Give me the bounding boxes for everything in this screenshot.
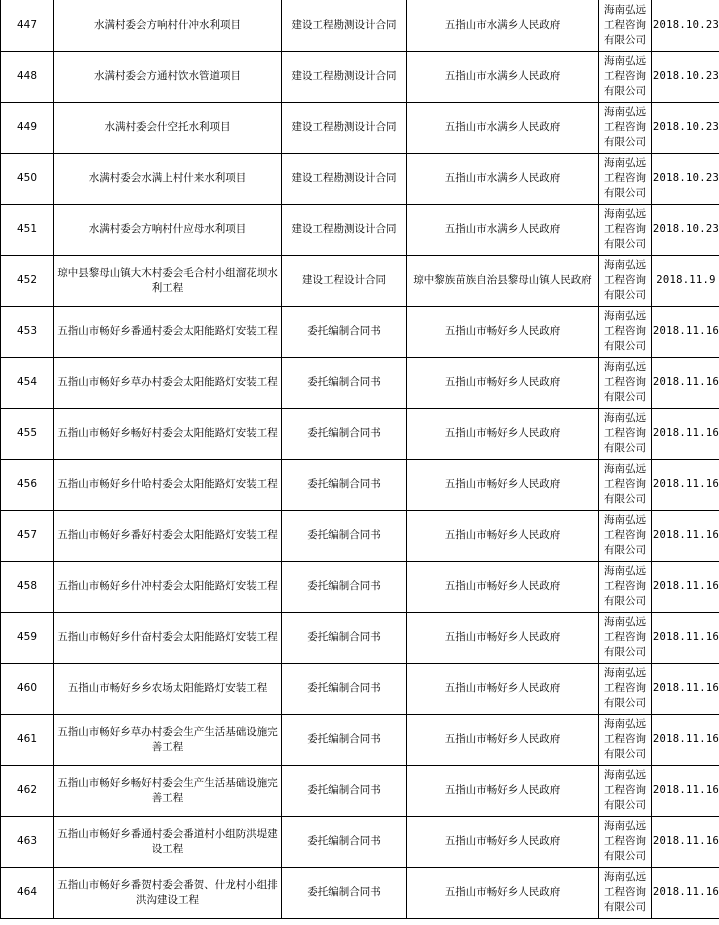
contractor-firm-cell [599,255,652,306]
contract-type: 委托编制合同书 [307,325,381,337]
project-name: 水满村委会方响村什冲水利项目 [94,18,241,31]
table-row [1,612,719,663]
table-row [1,408,719,459]
client-party: 五指山市水满乡人民政府 [444,172,561,184]
contractor-firm-cell [599,408,652,459]
project-name-cell [54,357,282,408]
contract-date: 2018.11.16 [652,682,719,694]
row-number-cell [1,765,54,816]
row-number-cell [1,255,54,306]
row-number-cell [1,561,54,612]
client-party-cell [407,867,599,918]
contractor-firm: 海南弘远工程咨询有限公司 [604,871,646,913]
project-name-cell [54,765,282,816]
client-party-cell [407,765,599,816]
contractor-firm: 海南弘远工程咨询有限公司 [604,565,646,607]
contract-date-cell [652,153,719,204]
row-number-cell [1,612,54,663]
contractor-firm-cell [599,459,652,510]
contract-date-cell [652,816,719,867]
project-name-cell [54,816,282,867]
table-row [1,357,719,408]
client-party-cell [407,204,599,255]
client-party: 五指山市畅好乡人民政府 [444,835,561,847]
contract-table-body [1,0,719,918]
project-name-cell [54,561,282,612]
contractor-firm-cell [599,867,652,918]
contractor-firm-cell [599,816,652,867]
client-party: 五指山市水满乡人民政府 [444,223,561,235]
client-party: 五指山市畅好乡人民政府 [444,580,561,592]
project-name: 五指山市畅好乡番贺村委会番贺、什龙村小组排洪沟建设工程 [57,878,278,906]
row-number: 457 [16,529,38,541]
table-row [1,51,719,102]
contractor-firm-cell [599,102,652,153]
table-row [1,816,719,867]
contract-date-cell [652,612,719,663]
contract-type-cell [282,510,407,561]
client-party-cell [407,510,599,561]
row-number-cell [1,0,54,51]
row-number-cell [1,510,54,561]
client-party-cell [407,51,599,102]
contractor-firm-cell [599,204,652,255]
contract-type-cell [282,306,407,357]
contract-type: 委托编制合同书 [307,631,381,643]
table-row [1,459,719,510]
row-number-cell [1,867,54,918]
contractor-firm-cell [599,510,652,561]
contractor-firm: 海南弘远工程咨询有限公司 [604,55,646,97]
contract-type-cell [282,357,407,408]
client-party: 五指山市畅好乡人民政府 [444,427,561,439]
row-number-cell [1,153,54,204]
row-number: 448 [16,70,38,82]
client-party-cell [407,357,599,408]
project-name-cell [54,408,282,459]
client-party: 五指山市畅好乡人民政府 [444,784,561,796]
contract-date: 2018.11.16 [652,784,719,796]
contract-type-cell [282,408,407,459]
contract-type: 委托编制合同书 [307,733,381,745]
project-name: 水满村委会方响村什应母水利项目 [88,223,247,235]
contract-date: 2018.11.16 [652,631,719,643]
contractor-firm-cell [599,561,652,612]
contract-type: 委托编制合同书 [307,784,381,796]
row-number-cell [1,408,54,459]
client-party-cell [407,459,599,510]
row-number-cell [1,714,54,765]
client-party: 五指山市水满乡人民政府 [444,70,561,82]
client-party-cell [407,561,599,612]
client-party: 五指山市畅好乡人民政府 [444,682,561,694]
contractor-firm: 海南弘远工程咨询有限公司 [604,616,646,658]
project-name: 水满村委会什空托水利项目 [104,121,231,133]
contract-date-cell [652,0,719,51]
contractor-firm: 海南弘远工程咨询有限公司 [604,463,646,505]
row-number-cell [1,459,54,510]
contractor-firm: 海南弘远工程咨询有限公司 [604,820,646,862]
row-number-cell [1,306,54,357]
contract-date-cell [652,459,719,510]
row-number: 455 [16,427,38,439]
client-party: 五指山市畅好乡人民政府 [444,733,561,745]
row-number: 460 [16,682,38,694]
contract-type: 委托编制合同书 [307,886,381,898]
client-party-cell [407,663,599,714]
project-name-cell [54,306,282,357]
contractor-firm: 海南弘远工程咨询有限公司 [604,208,646,250]
project-name-cell [54,153,282,204]
contract-type-cell [282,714,407,765]
contract-type-cell [282,867,407,918]
project-name: 五指山市畅好乡番通村委会太阳能路灯安装工程 [57,325,278,337]
contractor-firm-cell [599,153,652,204]
contract-date: 2018.11.16 [652,478,719,490]
row-number-cell [1,663,54,714]
client-party: 五指山市畅好乡人民政府 [444,325,561,337]
row-number: 451 [16,223,38,235]
contractor-firm: 海南弘远工程咨询有限公司 [604,361,646,403]
contract-date: 2018.11.9 [656,274,716,286]
contractor-firm-cell [599,663,652,714]
project-name: 五指山市畅好乡什冲村委会太阳能路灯安装工程 [57,580,278,592]
row-number: 454 [16,376,38,388]
row-number: 464 [16,886,38,898]
project-name: 五指山市畅好乡什哈村委会太阳能路灯安装工程 [57,478,278,490]
project-name-cell [54,867,282,918]
contract-type: 建设工程勘测设计合同 [291,172,397,184]
contractor-firm-cell [599,51,652,102]
client-party-cell [407,612,599,663]
contract-date-cell [652,204,719,255]
contractor-firm: 海南弘远工程咨询有限公司 [604,412,646,454]
contract-type-cell [282,0,407,51]
contract-type: 建设工程设计合同 [302,274,386,286]
project-name: 五指山市畅好乡草办村委会生产生活基础设施完善工程 [57,725,278,753]
contract-type: 委托编制合同书 [307,835,381,847]
contract-type: 委托编制合同书 [307,427,381,439]
contract-date: 2018.10.23 [652,70,719,82]
row-number-cell [1,51,54,102]
project-name-cell [54,612,282,663]
row-number: 453 [16,325,38,337]
contract-type: 委托编制合同书 [307,682,381,694]
contractor-firm-cell [599,765,652,816]
table-row [1,255,719,306]
contract-type-cell [282,663,407,714]
table-row [1,663,719,714]
contract-date-cell [652,306,719,357]
client-party-cell [407,153,599,204]
project-name: 五指山市畅好乡番通村委会番道村小组防洪堤建设工程 [57,827,278,855]
project-name: 琼中县黎母山镇大木村委会毛合村小组溜花坝水利工程 [57,266,278,294]
contract-type: 建设工程勘测设计合同 [291,223,397,235]
project-name: 五指山市畅好乡畅好村委会太阳能路灯安装工程 [57,427,278,439]
project-name: 水满村委会水满上村什来水利项目 [88,172,247,184]
table-row [1,306,719,357]
contract-date: 2018.11.16 [652,886,719,898]
contractor-firm: 海南弘远工程咨询有限公司 [604,106,646,148]
project-name-cell [54,714,282,765]
row-number: 456 [16,478,38,490]
project-name-cell [54,204,282,255]
client-party: 五指山市水满乡人民政府 [444,121,561,133]
contract-type-cell [282,204,407,255]
contract-type-cell [282,102,407,153]
project-name-cell [54,102,282,153]
table-row [1,0,719,51]
contract-date: 2018.10.23 [652,121,719,133]
table-row [1,765,719,816]
client-party: 五指山市水满乡人民政府 [444,18,561,31]
contractor-firm: 海南弘远工程咨询有限公司 [604,667,646,709]
contractor-firm: 海南弘远工程咨询有限公司 [604,769,646,811]
contractor-firm-cell [599,0,652,51]
client-party: 五指山市畅好乡人民政府 [444,478,561,490]
project-name-cell [54,663,282,714]
project-name: 水满村委会方通村饮水管道项目 [94,70,241,82]
contract-date-cell [652,714,719,765]
contract-date-cell [652,561,719,612]
row-number-cell [1,357,54,408]
contractor-firm-cell [599,357,652,408]
contract-type: 委托编制合同书 [307,529,381,541]
table-row [1,102,719,153]
table-row [1,153,719,204]
contract-date: 2018.11.16 [652,835,719,847]
project-name-cell [54,51,282,102]
contract-date: 2018.10.23 [652,172,719,184]
table-row [1,510,719,561]
contract-date-cell [652,357,719,408]
project-name-cell [54,510,282,561]
row-number: 447 [16,18,38,31]
contract-type-cell [282,459,407,510]
project-name-cell [54,255,282,306]
project-name: 五指山市畅好乡畅好村委会生产生活基础设施完善工程 [57,776,278,804]
client-party-cell [407,408,599,459]
contractor-firm: 海南弘远工程咨询有限公司 [604,3,646,46]
client-party: 五指山市畅好乡人民政府 [444,529,561,541]
contract-date: 2018.11.16 [652,580,719,592]
row-number: 458 [16,580,38,592]
contractor-firm: 海南弘远工程咨询有限公司 [604,157,646,199]
contract-date-cell [652,102,719,153]
project-name-cell [54,0,282,51]
contract-date-cell [652,408,719,459]
contract-type: 建设工程勘测设计合同 [291,18,397,31]
contract-date: 2018.11.16 [652,529,719,541]
project-name: 五指山市畅好乡乡农场太阳能路灯安装工程 [67,682,268,694]
client-party: 五指山市畅好乡人民政府 [444,376,561,388]
contract-date: 2018.11.16 [652,376,719,388]
contract-type: 委托编制合同书 [307,478,381,490]
contract-date-cell [652,663,719,714]
row-number: 449 [16,121,38,133]
project-name: 五指山市畅好乡番好村委会太阳能路灯安装工程 [57,529,278,541]
client-party-cell [407,102,599,153]
row-number-cell [1,816,54,867]
client-party-cell [407,816,599,867]
contract-type: 建设工程勘测设计合同 [291,70,397,82]
row-number: 450 [16,172,38,184]
row-number: 459 [16,631,38,643]
contractor-firm: 海南弘远工程咨询有限公司 [604,310,646,352]
contractor-firm-cell [599,612,652,663]
contract-type: 委托编制合同书 [307,580,381,592]
row-number: 461 [16,733,38,745]
client-party-cell [407,714,599,765]
contract-type: 委托编制合同书 [307,376,381,388]
table-row [1,204,719,255]
client-party-cell [407,0,599,51]
contract-type-cell [282,255,407,306]
contract-date-cell [652,255,719,306]
row-number: 463 [16,835,38,847]
client-party-cell [407,306,599,357]
client-party: 琼中黎族苗族自治县黎母山镇人民政府 [413,274,592,286]
contract-date: 2018.11.16 [652,733,719,745]
contractor-firm-cell [599,714,652,765]
contract-date: 2018.11.16 [652,427,719,439]
contract-type-cell [282,816,407,867]
contract-date: 2018.10.23 [652,18,719,31]
row-number: 462 [16,784,38,796]
contract-date-cell [652,765,719,816]
client-party: 五指山市畅好乡人民政府 [444,631,561,643]
project-name: 五指山市畅好乡什奋村委会太阳能路灯安装工程 [57,631,278,643]
project-name-cell [54,459,282,510]
contract-type-cell [282,612,407,663]
client-party-cell [407,255,599,306]
table-row [1,714,719,765]
contract-date: 2018.10.23 [652,223,719,235]
contract-type-cell [282,51,407,102]
contractor-firm-cell [599,306,652,357]
project-name: 五指山市畅好乡草办村委会太阳能路灯安装工程 [57,376,278,388]
table-row [1,561,719,612]
contractor-firm: 海南弘远工程咨询有限公司 [604,514,646,556]
client-party: 五指山市畅好乡人民政府 [444,886,561,898]
row-number-cell [1,204,54,255]
contract-type-cell [282,153,407,204]
row-number: 452 [16,274,38,286]
contract-date: 2018.11.16 [652,325,719,337]
contract-type-cell [282,765,407,816]
contract-type: 建设工程勘测设计合同 [291,121,397,133]
contract-date-cell [652,867,719,918]
contractor-firm: 海南弘远工程咨询有限公司 [604,259,646,301]
table-row [1,867,719,918]
contract-date-cell [652,51,719,102]
contractor-firm: 海南弘远工程咨询有限公司 [604,718,646,760]
row-number-cell [1,102,54,153]
contract-date-cell [652,510,719,561]
contract-type-cell [282,561,407,612]
